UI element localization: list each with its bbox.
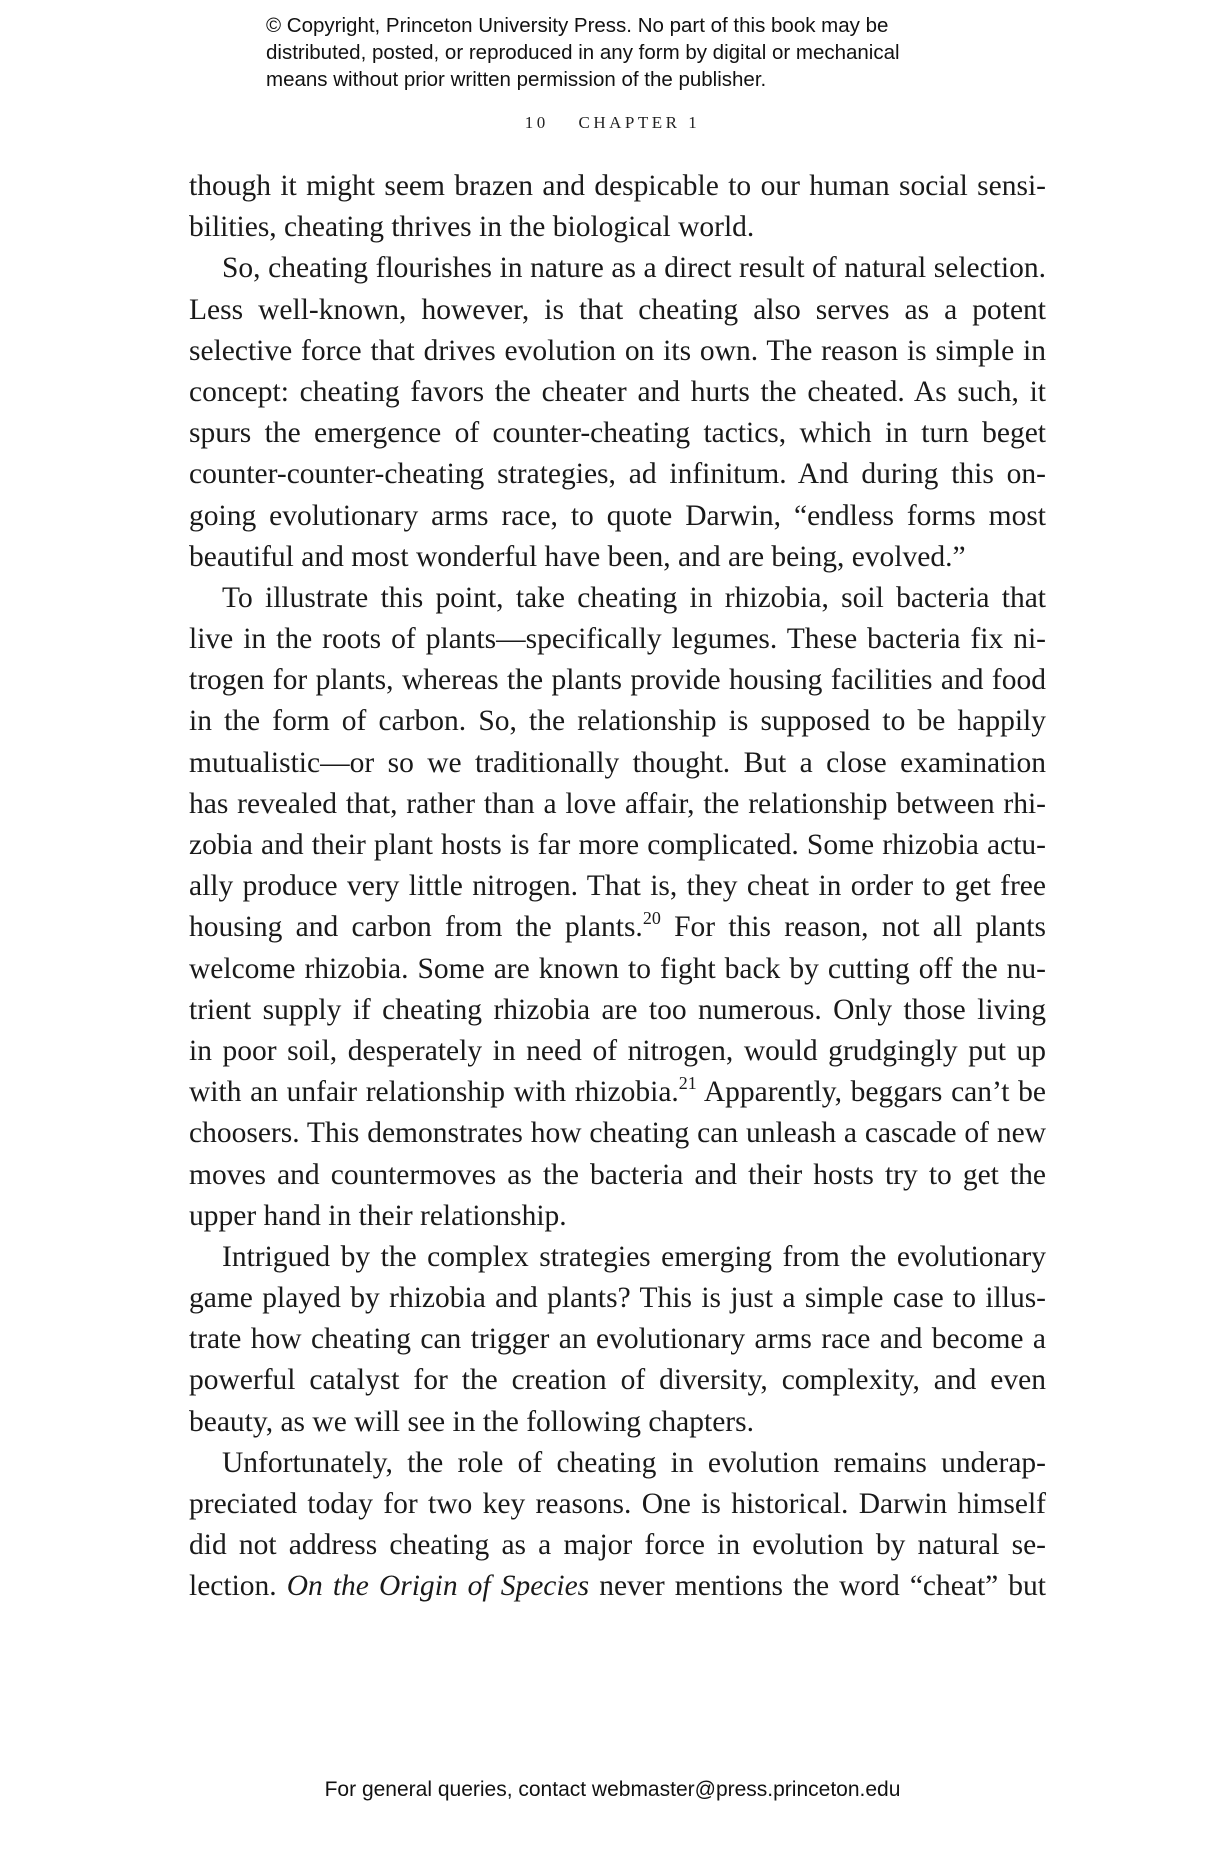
text-line: welcome rhizobia. Some are known to fight back by cutting off the nu- xyxy=(189,952,1046,985)
text-segment: lection. xyxy=(189,1570,287,1603)
footer-contact: For general queries, contact webmaster@press.princeton.edu xyxy=(324,1778,901,1801)
text-line: Intrigued by the complex strategies emerging from the evolutionary xyxy=(222,1240,1046,1273)
text-line: beautiful and most wonderful have been, and are being, evolved.” xyxy=(189,540,966,573)
text-segment: housing and carbon from the plants. xyxy=(189,911,643,944)
text-line: counter-counter-cheating strategies, ad infinitum. And during this on- xyxy=(189,458,1046,491)
copyright-line: distributed, posted, or reproduced in any form by digital or mechanical xyxy=(266,41,900,64)
text-segment: Apparently, beggars can’t be xyxy=(696,1076,1046,1109)
text-line: game played by rhizobia and plants? This is just a simple case to illus- xyxy=(189,1282,1046,1315)
text-line: though it might seem brazen and despicable to our human social sensi- xyxy=(189,170,1046,202)
text-segment: with an unfair relationship with rhizobia. xyxy=(189,1076,679,1109)
book-title: On the Origin of Species xyxy=(286,1570,590,1603)
text-line: live in the roots of plants—specifically legumes. These bacteria fix ni- xyxy=(189,623,1046,656)
text-line: Less well-known, however, is that cheating also serves as a potent xyxy=(189,293,1046,326)
text-line: powerful catalyst for the creation of diversity, complexity, and even xyxy=(189,1364,1046,1397)
page-number: 10 xyxy=(524,113,549,132)
text-line: mutualistic—or so we traditionally thought. But a close examination xyxy=(189,746,1046,779)
chapter-label: CHAPTER 1 xyxy=(578,113,701,132)
text-line: going evolutionary arms race, to quote Darwin, “endless forms most xyxy=(189,499,1046,532)
text-segment: never mentions the word “cheat” but xyxy=(589,1570,1046,1603)
text-line: selective force that drives evolution on its own. The reason is simple in xyxy=(189,334,1046,367)
text-line: To illustrate this point, take cheating in rhizobia, soil bacteria that xyxy=(222,581,1046,614)
text-line: Unfortunately, the role of cheating in evolution remains underap- xyxy=(222,1446,1046,1479)
text-line: moves and countermoves as the bacteria and their hosts try to get the xyxy=(189,1158,1046,1191)
text-line: in poor soil, desperately in need of nitrogen, would grudgingly put up xyxy=(189,1034,1046,1067)
text-line: has revealed that, rather than a love affair, the relationship between rhi- xyxy=(189,787,1046,820)
text-line xyxy=(189,1072,1046,1113)
text-line: ally produce very little nitrogen. That is, they cheat in order to get free xyxy=(189,870,1046,903)
text-line: trogen for plants, whereas the plants provide housing facilities and food xyxy=(189,664,1046,697)
copyright-line: means without prior written permission of the publisher. xyxy=(266,68,767,91)
text-line xyxy=(189,907,1046,948)
text-segment: For this reason, not all plants xyxy=(660,911,1046,944)
text-line: zobia and their plant hosts is far more complicated. Some rhizobia actu- xyxy=(189,829,1046,861)
text-line: trient supply if cheating rhizobia are too numerous. Only those living xyxy=(189,993,1046,1026)
footnote-marker-21[interactable]: 21 xyxy=(678,1073,697,1094)
text-line: beauty, as we will see in the following chapters. xyxy=(189,1405,754,1438)
text-line: in the form of carbon. So, the relationship is supposed to be happily xyxy=(189,705,1046,738)
running-head xyxy=(0,113,1225,133)
text-line: So, cheating flourishes in nature as a direct result of natural selection. xyxy=(222,252,1046,285)
text-line: concept: cheating favors the cheater and hurts the cheated. As such, it xyxy=(189,375,1046,408)
body-text xyxy=(189,166,1046,1608)
text-line: upper hand in their relationship. xyxy=(189,1199,567,1232)
text-line: trate how cheating can trigger an evolutionary arms race and become a xyxy=(189,1323,1046,1356)
footnote-marker-20[interactable]: 20 xyxy=(642,908,661,929)
text-line: bilities, cheating thrives in the biological world. xyxy=(189,211,755,244)
copyright-notice xyxy=(266,12,1026,93)
copyright-line: © Copyright, Princeton University Press. No part of this book may be xyxy=(266,14,889,37)
text-line: did not address cheating as a major force in evolution by natural se- xyxy=(189,1529,1046,1562)
text-line: spurs the emergence of counter-cheating tactics, which in turn beget xyxy=(189,417,1046,450)
text-line: preciated today for two key reasons. One is historical. Darwin himself xyxy=(189,1488,1046,1520)
text-line xyxy=(189,1566,1046,1607)
text-line: choosers. This demonstrates how cheating can unleash a cascade of new xyxy=(189,1117,1046,1150)
